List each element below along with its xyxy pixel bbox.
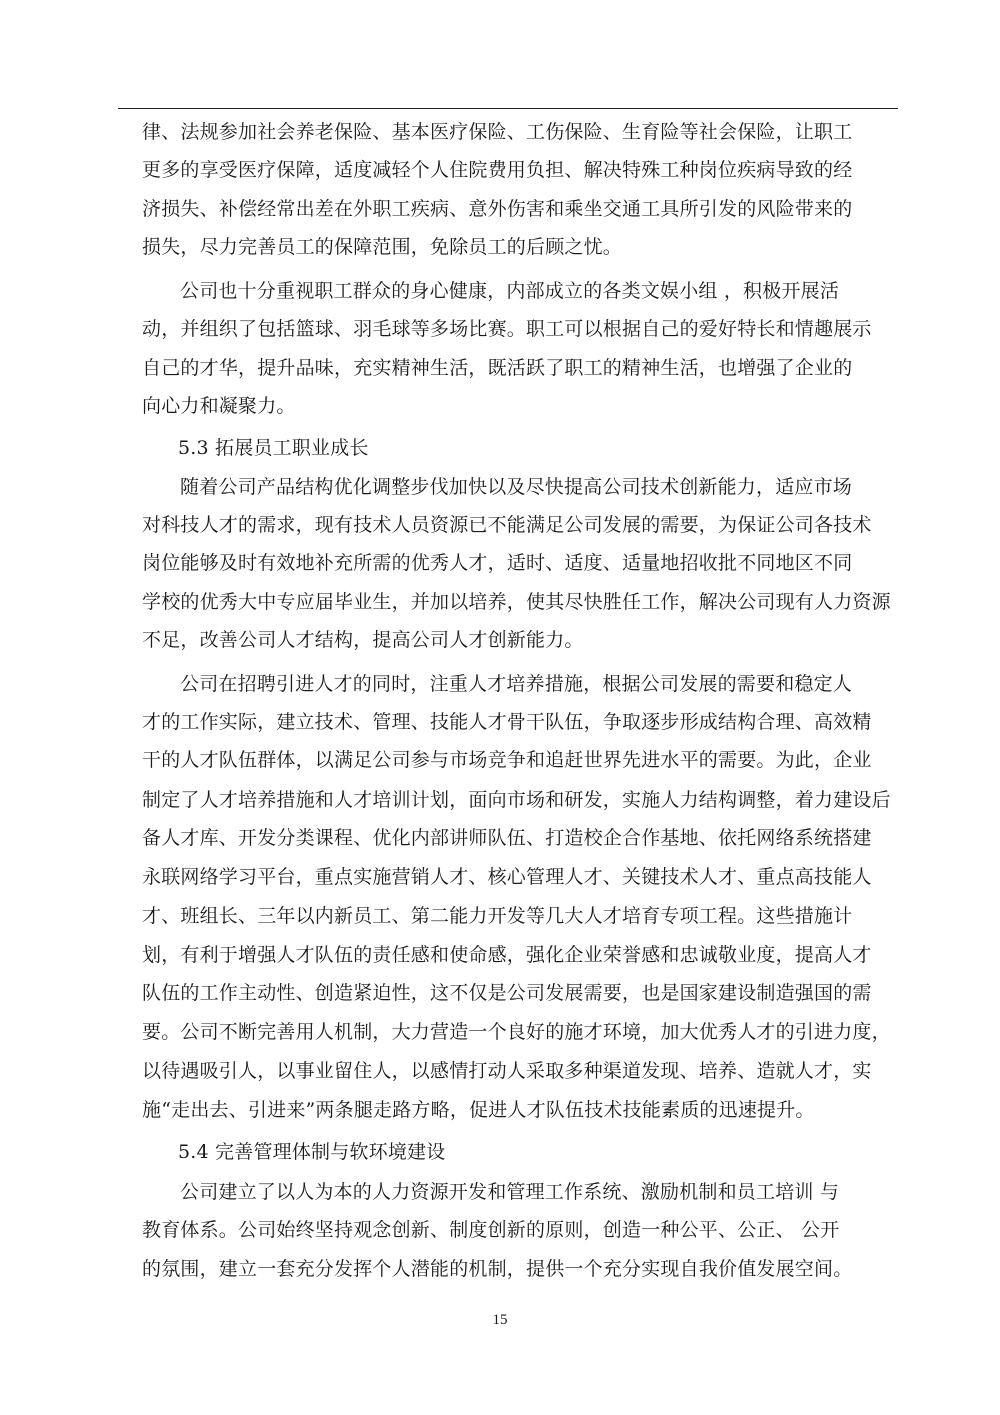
body-text-line: 自己的才华，提升品味，充实精神生活，既活跃了职工的精神生活，也增强了企业的 [142, 357, 853, 379]
body-text-line: 更多的享受医疗保障，适度减轻个人住院费用负担、解决特殊工种岗位疾病导致的经 [142, 159, 853, 181]
body-text-line: 律、法规参加社会养老保险、基本医疗保险、工伤保险、生育险等社会保险，让职工 [142, 121, 853, 143]
section-heading: 5.4 完善管理体制与软环境建设 [178, 1141, 446, 1163]
body-text-line: 备人才库、开发分类课程、优化内部讲师队伍、打造校企合作基地、依托网络系统搭建 [142, 827, 872, 849]
body-text-line: 公司在招聘引进人才的同时，注重人才培养措施，根据公司发展的需要和稳定人 [180, 673, 853, 695]
body-text-line: 以待遇吸引人，以事业留住人，以感情打动人采取多种渠道发现、培养、造就人才，实 [142, 1060, 872, 1082]
body-text-line: 学校的优秀大中专应届毕业生，并加以培养，使其尽快胜任工作，解决公司现有人力资源 [142, 591, 891, 613]
header-rule [118, 108, 898, 109]
body-text-line: 随着公司产品结构优化调整步伐加快以及尽快提高公司技术创新能力，适应市场 [180, 476, 853, 498]
body-text-line: 动，并组织了包括篮球、羽毛球等多场比赛。职工可以根据自己的爱好特长和情趣展示 [142, 318, 872, 340]
body-text-line: 永联网络学习平台，重点实施营销人才、核心管理人才、关键技术人才、重点高技能人 [142, 866, 872, 888]
body-text-line: 制定了人才培养措施和人才培训计划，面向市场和研发，实施人力结构调整，着力建设后 [142, 789, 891, 811]
body-text-line: 济损失、补偿经常出差在外职工疾病、意外伤害和乘坐交通工具所引发的风险带来的 [142, 198, 853, 220]
body-text-line: 公司也十分重视职工群众的身心健康，内部成立的各类文娱小组 ，积极开展活 [180, 280, 840, 302]
body-text-line: 岗位能够及时有效地补充所需的优秀人才，适时、适度、适量地招收批不同地区不同 [142, 552, 853, 574]
body-text-line: 不足，改善公司人才结构，提高公司人才创新能力。 [142, 629, 584, 651]
body-text-line: 要。公司不断完善用人机制，大力营造一个良好的施才环境，加大优秀人才的引进力度， [142, 1021, 891, 1043]
body-text-line: 才、班组长、三年以内新员工、第二能力开发等几大人才培育专项工程。这些措施计 [142, 905, 853, 927]
body-text-line: 才的工作实际，建立技术、管理、技能人才骨干队伍，争取逐步形成结构合理、高效精 [142, 711, 872, 733]
body-text-line: 干的人才队伍群体，以满足公司参与市场竞争和追赶世界先进水平的需要。为此，企业 [142, 749, 872, 771]
body-text-line: 队伍的工作主动性、创造紧迫性，这不仅是公司发展需要，也是国家建设制造强国的需 [142, 982, 872, 1004]
body-text-line: 损失，尽力完善员工的保障范围，免除员工的后顾之忧。 [142, 236, 623, 258]
body-text-line: 对科技人才的需求，现有技术人员资源已不能满足公司发展的需要，为保证公司各技术 [142, 514, 872, 536]
body-text-line: 的氛围，建立一套充分发挥个人潜能的机制，提供一个充分实现自我价值发展空间。 [142, 1258, 853, 1280]
body-text-line: 向心力和凝聚力。 [142, 395, 296, 417]
body-text-line: 施“走出去、引进来”两条腿走路方略，促进人才队伍技术技能素质的迅速提升。 [142, 1099, 815, 1121]
page-number: 15 [492, 1312, 508, 1328]
body-text-line: 公司建立了以人为本的人力资源开发和管理工作系统、激励机制和员工培训 与 [180, 1181, 840, 1203]
body-text-line: 划，有利于增强人才队伍的责任感和使命感，强化企业荣誉感和忠诚敬业度，提高人才 [142, 944, 872, 966]
body-text-line: 教育体系。公司始终坚持观念创新、制度创新的原则，创造一种公平、公正、 公开 [142, 1219, 840, 1241]
section-heading: 5.3 拓展员工职业成长 [178, 437, 369, 459]
